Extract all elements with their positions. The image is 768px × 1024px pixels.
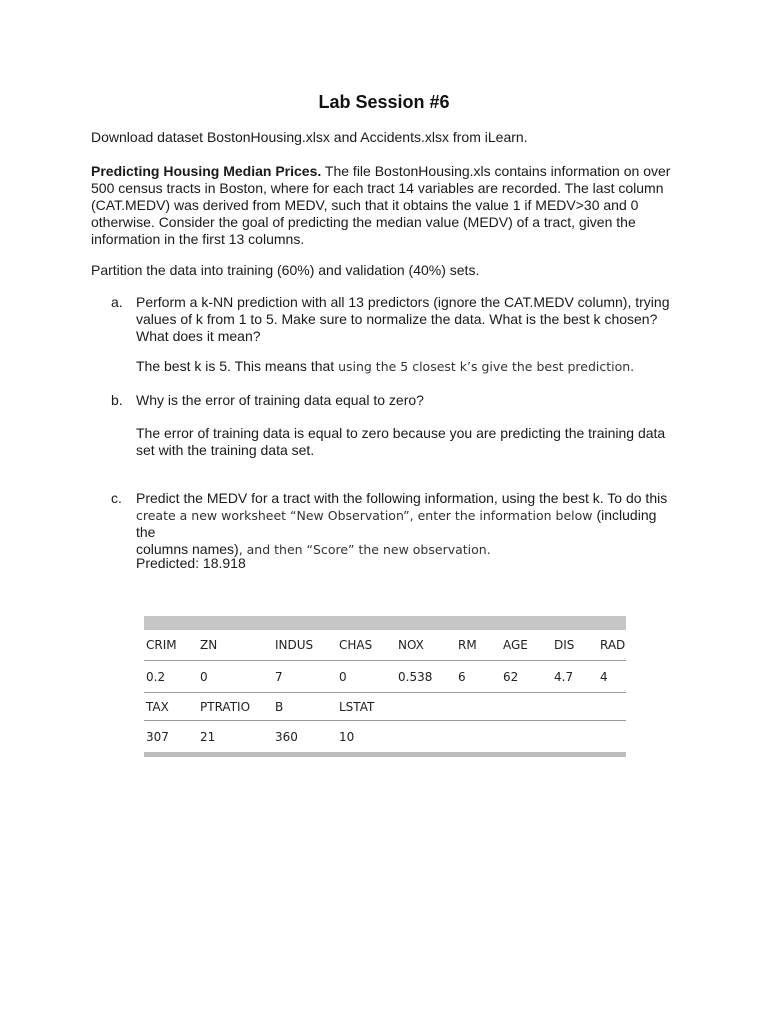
table-header-cell: DIS — [554, 638, 575, 652]
question-a-line: values of k from 1 to 5. Make sure to normalize the data. What is the best k chosen? — [136, 311, 658, 327]
intro-line-4: otherwise. Consider the goal of predicting the median value (MEDV) of a tract, given the — [91, 214, 636, 230]
table-rule — [144, 660, 626, 661]
table-value-cell: 4.7 — [554, 670, 574, 684]
question-a-line: What does it mean? — [136, 328, 261, 344]
intro-heading: Predicting Housing Median Prices. — [91, 163, 322, 179]
table-header-cell: NOX — [398, 638, 424, 652]
answer-b-line: set with the training data set. — [136, 442, 315, 458]
table-value-cell: 360 — [275, 730, 298, 744]
intro-line-2: 500 census tracts in Boston, where for each tract 14 variables are recorded. The last column — [91, 180, 664, 196]
question-a-line: Perform a k-NN prediction with all 13 predictors (ignore the CAT.MEDV column), trying — [136, 294, 670, 310]
intro-line-3: (CAT.MEDV) was derived from MEDV, such that it obtains the value 1 if MEDV>30 and 0 — [91, 197, 639, 213]
table-value-cell: 7 — [275, 670, 283, 684]
table-header-cell: INDUS — [275, 638, 314, 652]
question-marker: b. — [111, 392, 123, 408]
table-header-cell: RM — [458, 638, 477, 652]
answer-a-text-light: using the 5 closest k’s give the best prediction. — [338, 359, 635, 374]
table-header-cell: AGE — [503, 638, 528, 652]
table-value-cell: 62 — [503, 670, 519, 684]
table-top-bar — [144, 616, 626, 630]
answer-b — [136, 425, 671, 459]
observation-table — [144, 616, 626, 758]
intro-line-5: information in the first 13 columns. — [91, 231, 305, 247]
question-c-light-text: create a new worksheet “New Observation”, enter the information below — [136, 508, 597, 523]
table-header-cell: CRIM — [146, 638, 177, 652]
question-c-line: Predict the MEDV for a tract with the following information, using the best k. To do this — [136, 490, 668, 506]
page-title: Lab Session #6 — [318, 92, 450, 112]
question-b-line: Why is the error of training data equal to zero? — [136, 392, 424, 408]
table-header-cell: RAD — [600, 638, 626, 652]
table-value-cell: 0.2 — [146, 670, 166, 684]
table-value-cell: 10 — [339, 730, 355, 744]
question-c-light-text: , and then “Score” the new observation. — [238, 542, 491, 557]
table-value-cell: 6 — [458, 670, 466, 684]
answer-a — [136, 358, 671, 375]
question-c-text: (including the — [136, 507, 657, 540]
predicted-value: Predicted: 18.918 — [136, 555, 246, 571]
table-header-cell: CHAS — [339, 638, 373, 652]
answer-a-text: The best k is 5. This means that — [136, 358, 339, 374]
table-header-cell: LSTAT — [339, 700, 375, 714]
question-marker: c. — [111, 490, 122, 506]
table-value-cell: 0 — [339, 670, 347, 684]
question-a-body — [136, 294, 671, 345]
question-b-body — [136, 392, 671, 409]
table-header-cell: PTRATIO — [200, 700, 251, 714]
question-marker: a. — [111, 294, 123, 310]
table-value-cell: 21 — [200, 730, 216, 744]
table-bottom-bar — [144, 752, 626, 757]
question-c-body — [136, 490, 671, 558]
question-c-line — [136, 507, 671, 541]
answer-b-line: The error of training data is equal to zero because you are predicting the training data — [136, 425, 666, 441]
table-value-cell: 4 — [600, 670, 608, 684]
table-rule — [144, 692, 626, 693]
table-value-cell: 0.538 — [398, 670, 433, 684]
table-header-cell: B — [275, 700, 284, 714]
intro-line-1-text: The file BostonHousing.xls contains information on over — [321, 163, 671, 179]
table-value-cell: 307 — [146, 730, 169, 744]
table-value-cell: 0 — [200, 670, 208, 684]
download-instruction: Download dataset BostonHousing.xlsx and Accidents.xlsx from iLearn. — [91, 129, 528, 145]
partition-instruction: Partition the data into training (60%) and validation (40%) sets. — [91, 262, 480, 278]
table-header-cell: TAX — [146, 700, 169, 714]
table-rule — [144, 720, 626, 721]
intro-line-1 — [91, 163, 681, 180]
table-header-cell: ZN — [200, 638, 218, 652]
intro-paragraph — [91, 163, 681, 248]
question-c-text: columns names) — [136, 541, 239, 557]
